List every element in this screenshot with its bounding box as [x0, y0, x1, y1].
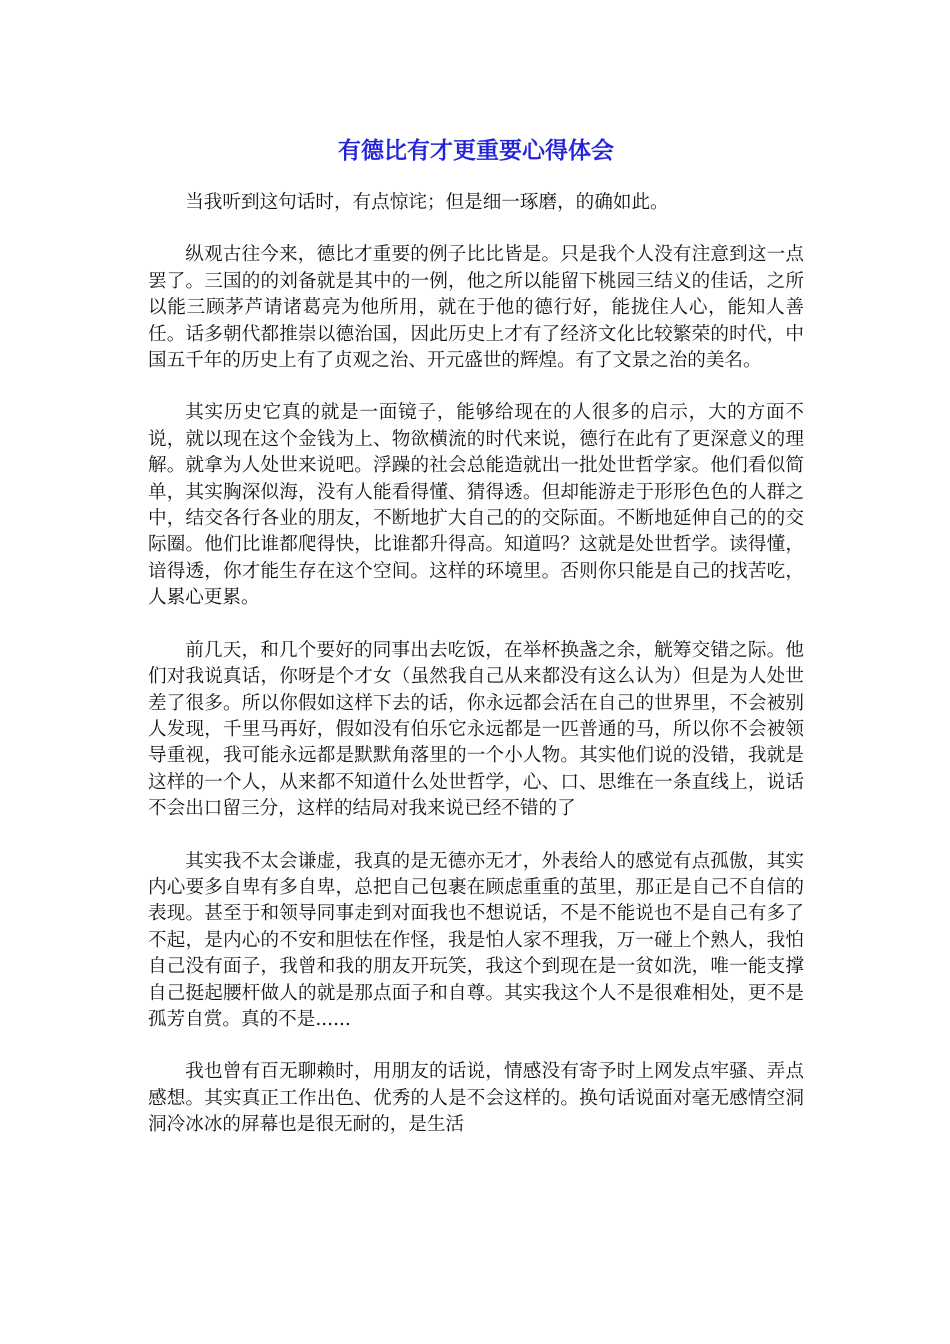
paragraph-2: 纵观古往今来，德比才重要的例子比比皆是。只是我个人没有注意到这一点罢了。三国的的刘备就是其中的一例，他之所以能留下桃园三结义的佳话，之所以能三顾茅芦请诸葛亮为他所用，就在于他的德行好，能拢住人心，能知人善任。话多朝代都推崇以德治国，因此历史上才有了经济文化比较繁荣的时代，中国五千年的历史上有了贞观之治、开元盛世的辉煌。有了文景之治的美名。: [148, 244, 804, 372]
document-title: 有德比有才更重要心得体会: [338, 138, 614, 164]
paragraph-5: 其实我不太会谦虚，我真的是无德亦无才，外表给人的感觉有点孤傲，其实内心要多自卑有多自卑，总把自己包裹在顾虑重重的茧里，那正是自己不自信的表现。甚至于和领导同事走到对面我也不想说话，不是不能说也不是自己有多了不起，是内心的不安和胆怯在作怪，我是怕人家不理我，万一碰上个熟人，我怕自己没有面子，我曾和我的朋友开玩笑，我这个到现在是一贫如洗，唯一能支撑自己挺起腰杆做人的就是那点面子和自尊。其实我这个人不是很难相处，更不是孤芳自赏。真的不是......: [148, 850, 804, 1030]
document-page: [148, 132, 804, 1165]
paragraph-6: 我也曾有百无聊赖时，用朋友的话说，情感没有寄予时上网发点牢骚、弄点感想。其实真正工作出色、优秀的人是不会这样的。换句话说面对毫无感情空洞洞冷冰冰的屏幕也是很无耐的，是生活: [148, 1061, 804, 1136]
paragraph-1: 当我听到这句话时，有点惊诧；但是细一琢磨，的确如此。: [185, 192, 669, 213]
paragraph-4: 前几天，和几个要好的同事出去吃饭，在举杯换盏之余，觥筹交错之际。他们对我说真话，你呀是个才女（虽然我自己从来都没有这么认为）但是为人处世差了很多。所以你假如这样下去的话，你永远都会活在自己的世界里，不会被别人发现，千里马再好，假如没有伯乐它永远都是一匹普通的马，所以你不会被领导重视，我可能永远都是默默角落里的一个小人物。其实他们说的没错，我就是这样的一个人，从来都不知道什么处世哲学，心、口、思维在一条直线上，说话不会出口留三分，这样的结局对我来说已经不错的了: [148, 639, 804, 820]
paragraph-3: 其实历史它真的就是一面镜子，能够给现在的人很多的启示，大的方面不说，就以现在这个金钱为上、物欲横流的时代来说，德行在此有了更深意义的理解。就拿为人处世来说吧。浮躁的社会总能造就出一批处世哲学家。他们看似简单，其实胸深似海，没有人能看得懂、猜得透。但却能游走于形形色色的人群之中，结交各行各业的朋友，不断地扩大自己的的交际面。不断地延伸自己的的交际圈。他们比谁都爬得快，比谁都升得高。知道吗？这就是处世哲学。读得懂，谙得透，你才能生存在这个空间。这样的环境里。否则你只能是自己的找苦吃，人累心更累。: [148, 402, 804, 609]
